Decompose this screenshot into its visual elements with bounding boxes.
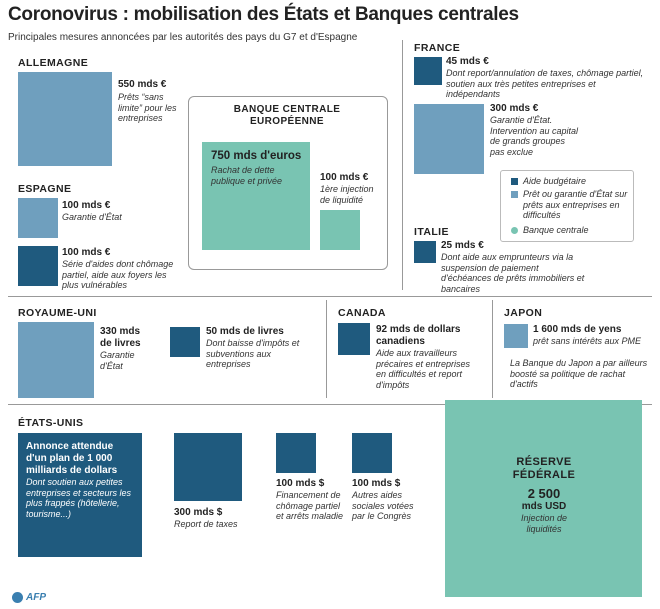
measure-square-uk-aid [170, 327, 200, 357]
measure-desc-espagne-guarantee: Garantie d'État [62, 212, 122, 222]
divider-horizontal-middle [8, 296, 652, 297]
measure-square-italie-aid [414, 241, 436, 263]
measure-desc-us-unemployment: Financement de chômage partiel et arrêts maladie [276, 490, 344, 521]
measure-square-uk-guarantee [18, 322, 94, 398]
divider-vertical-uk-canada [326, 300, 327, 398]
measure-desc-ecb-buyback: Rachat de dette publique et privée [211, 165, 283, 186]
measure-amount-uk-guarantee: 330 mds de livres [100, 326, 141, 349]
measure-square-espagne-aid [18, 246, 58, 286]
legend-label-central: Banque centrale [523, 225, 589, 235]
country-name-canada: CANADA [338, 307, 386, 319]
legend-box [500, 170, 634, 242]
measure-desc-japon-loans: prêt sans intérêts aux PME [533, 336, 642, 346]
measure-square-france-aid [414, 57, 442, 85]
measure-amount-france-guarantee: 300 mds € [490, 103, 539, 114]
divider-vertical-top [402, 40, 403, 290]
measure-square-ecb-liquidity [320, 210, 360, 250]
fed-name: RÉSERVE FÉDÉRALE [512, 456, 576, 481]
measure-desc-canada-aid: Aide aux travailleurs précaires et entreprises en difficultés et report d'impôts [376, 348, 471, 390]
measure-amount-japon-loans: 1 600 mds de yens [533, 324, 622, 335]
fed-desc: Injection de liquidités [520, 513, 568, 534]
country-name-france: FRANCE [414, 42, 461, 54]
measure-desc-uk-guarantee: Garantie d'État [100, 350, 135, 371]
measure-amount-us-social: 100 mds $ [352, 478, 401, 489]
measure-desc-ecb-liquidity: 1ère injection de liquidité [320, 184, 374, 205]
divider-vertical-canada-japon [492, 300, 493, 398]
measure-amount-france-aid: 45 mds € [446, 56, 489, 67]
measure-square-espagne-guarantee [18, 198, 58, 238]
measure-square-us-tax-deferral [174, 433, 242, 501]
measure-amount-us-plan: Annonce attendue d'un plan de 1 000 milliards de dollars [26, 441, 118, 476]
measure-desc-uk-aid: Dont baisse d'impôts et subventions aux entreprises [206, 338, 300, 369]
measure-desc-france-aid: Dont report/annulation de taxes, chômage partiel, soutien aux très petites entreprises et indépendants [446, 68, 644, 99]
afp-logo-icon [12, 592, 23, 603]
measure-square-us-social [352, 433, 392, 473]
legend-label-budget: Aide budgétaire [523, 176, 587, 186]
measure-amount-ecb-buyback: 750 mds d'euros [211, 150, 302, 162]
measure-square-japon-loans [504, 324, 528, 348]
ecb-name: BANQUE CENTRALE EUROPÉENNE [233, 104, 341, 127]
measure-amount-canada-aid: 92 mds de dollars canadiens [376, 324, 461, 347]
measure-amount-espagne-guarantee: 100 mds € [62, 200, 111, 211]
measure-desc-france-guarantee: Garantie d'État. Intervention au capital de grands groupes pas exclue [490, 115, 579, 157]
measure-desc-us-plan: Dont soutien aux petites entreprises et secteurs les plus frappés (hôtellerie, tourisme...) [26, 477, 132, 519]
measure-desc-italie-aid: Dont aide aux emprunteurs via la suspension de paiement d'échéances de prêts immobiliers et bancaires [441, 252, 585, 294]
afp-credit: AFP [26, 592, 46, 603]
measure-amount-ecb-liquidity: 100 mds € [320, 172, 369, 183]
country-name-espagne: ESPAGNE [18, 183, 72, 195]
measure-desc-us-social: Autres aides sociales votées par le Congrès [352, 490, 414, 521]
measure-amount-espagne-aid: 100 mds € [62, 247, 111, 258]
measure-amount-us-unemployment: 100 mds $ [276, 478, 325, 489]
measure-amount-italie-aid: 25 mds € [441, 240, 484, 251]
legend-swatch-loan [511, 191, 518, 198]
country-name-italie: ITALIE [414, 226, 449, 238]
legend-swatch-central [511, 227, 518, 234]
measure-desc-espagne-aid: Série d'aides dont chômage partiel, aide aux foyers les plus vulnérables [62, 259, 174, 290]
measure-desc-us-tax-deferral: Report de taxes [174, 519, 238, 529]
country-name-allemagne: ALLEMAGNE [18, 57, 89, 69]
legend-label-loan: Prêt ou garantie d'État sur prêts aux entreprises en difficultés [523, 189, 628, 220]
infographic-title: Coronovirus : mobilisation des États et Banques centrales [8, 4, 519, 25]
measure-amount-uk-aid: 50 mds de livres [206, 326, 284, 337]
infographic-subtitle: Principales mesures annoncées par les autorités des pays du G7 et d'Espagne [8, 32, 358, 43]
legend-swatch-budget [511, 178, 518, 185]
measure-amount-allemagne-loans: 550 mds € [118, 79, 167, 90]
country-name-etats-unis: ÉTATS-UNIS [18, 417, 84, 429]
fed-amount-unit: mds USD [521, 501, 567, 512]
country-name-japon: JAPON [504, 307, 543, 319]
measure-desc-allemagne-loans: Prêts “sans limite” pour les entreprises [118, 92, 177, 123]
japon-note: La Banque du Japon a par ailleurs boosté sa politique de rachat d'actifs [510, 358, 648, 389]
measure-square-canada-aid [338, 323, 370, 355]
measure-square-us-unemployment [276, 433, 316, 473]
fed-amount-value: 2 500 [527, 486, 561, 501]
measure-square-france-guarantee [414, 104, 484, 174]
measure-square-allemagne-loans [18, 72, 112, 166]
country-name-royaume-uni: ROYAUME-UNI [18, 307, 97, 319]
measure-amount-us-tax-deferral: 300 mds $ [174, 507, 223, 518]
